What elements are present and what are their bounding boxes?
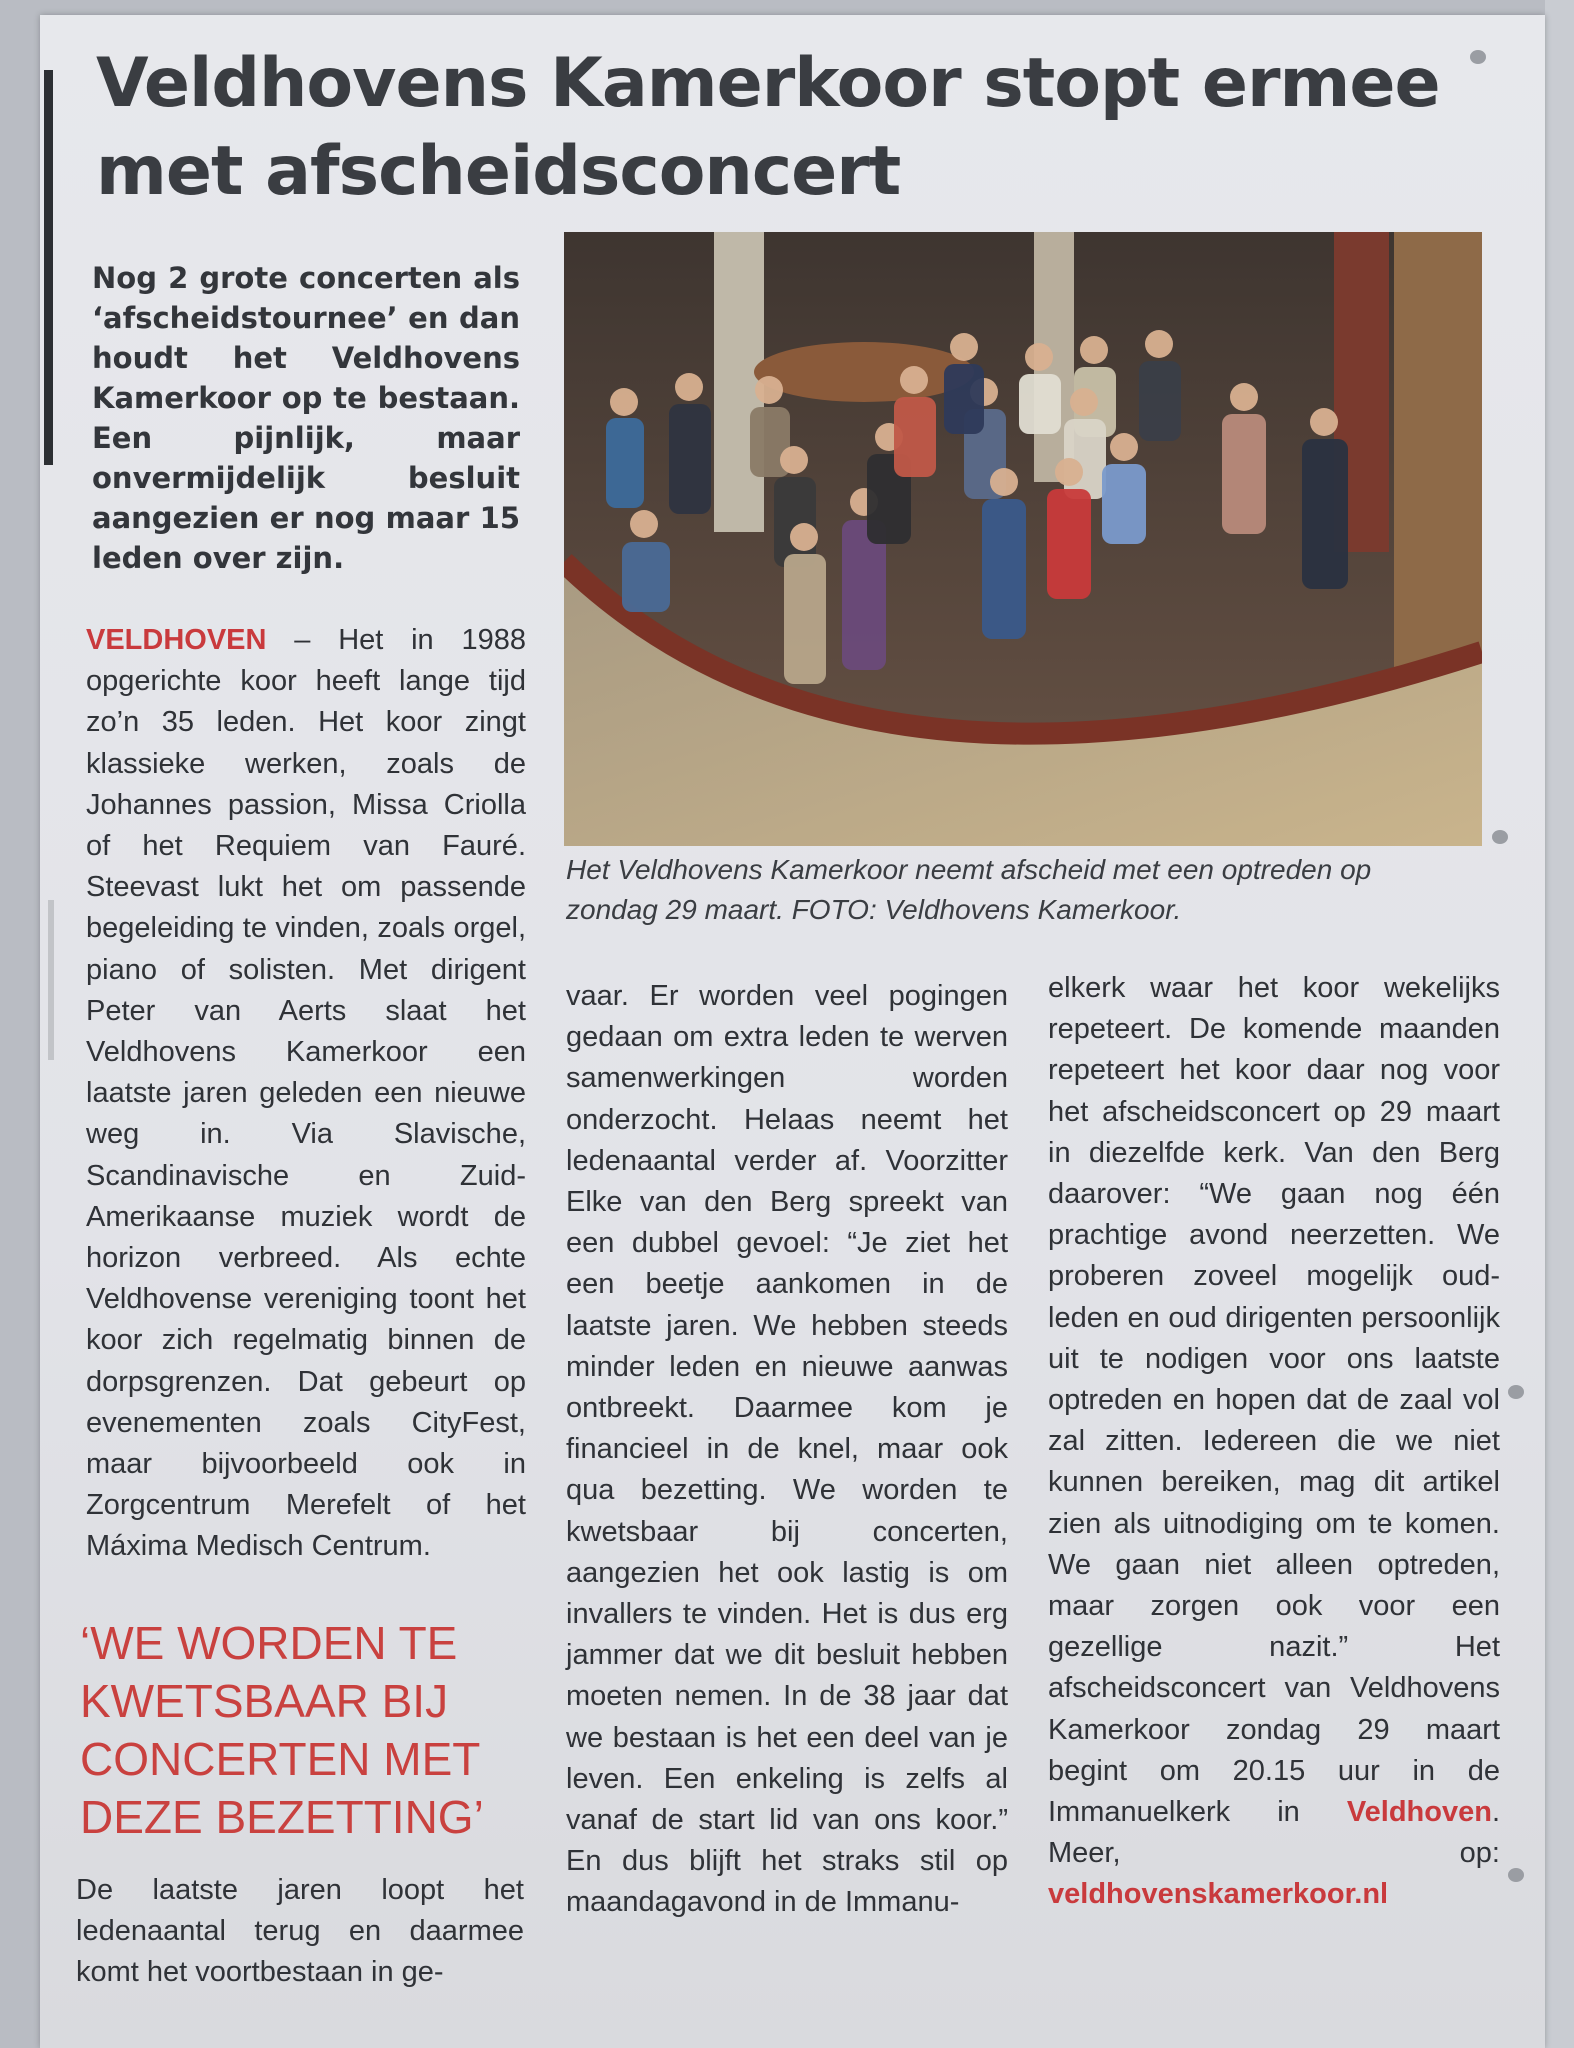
photo-caption: Het Veldhovens Kamerkoor neemt afscheid met een optreden op zondag 29 maart. FOTO: Veldhovens Kamerkoor. [566, 854, 1372, 925]
article-lead: Nog 2 grote concerten als ‘afscheidstournee’ en dan houdt het Veldhovens Kamerkoor op te bestaan. Een pijnlijk, maar onvermijdelijk besluit aangezien er nog maar 15 leden over zijn. [92, 261, 520, 575]
article-column-3 [1048, 968, 1500, 1916]
column-3-text: elkerk waar het koor wekelijks repeteert. De komende maanden repeteert het koor daar nog voor het afscheidsconcert op 29 maart in diezelfde kerk. Van den Berg daarover: “We gaan nog één prachtige avond neerzetten. We proberen zoveel mogelijk oud-leden en oud dirigenten persoonlijk uit te nodigen voor ons laatste optreden en hopen dat de zaal vol zal zitten. Iedereen die we niet kunnen bereiken, mag dit artikel zien als uitnodiging om te komen. We gaan niet alleen optreden, maar zorgen ook voor een gezellige nazit.” Het afscheidsconcert van Veldhovens Kamerkoor zondag 29 maart begint om 20.15 uur in de Immanuelkerk in [1048, 972, 1500, 1829]
article-column-1 [86, 620, 526, 1568]
pull-quote: ‘WE WORDEN TE KWETSBAAR BIJ CONCERTEN MET DEZE BEZETTING’ [80, 1617, 484, 1843]
wooden-table [754, 342, 974, 402]
choir-photo-illustration [564, 232, 1482, 846]
dateline: VELDHOVEN [86, 624, 267, 656]
punch-hole-top [1470, 50, 1486, 64]
scan-background-strip [1545, 0, 1574, 2048]
column-1-text: – Het in 1988 opgerichte koor heeft lange tijd zo’n 35 leden. Het koor zingt klassieke werken, zoals de Johannes passion, Missa Criolla of het Requiem van Fauré. Steevast lukt het om passende begeleiding te vinden, zoals orgel, piano of solisten. Met dirigent Peter van Aerts slaat het Veldhovens Kamerkoor een laatste jaren geleden een nieuwe weg in. Via Slavische, Scandinavische en Zuid-Amerikaanse muziek wordt de horizon verbreed. Als echte Veldhovense vereniging toont het koor zich regelmatig binnen de dorpsgrenzen. Dat gebeurt op evenementen zoals CityFest, maar bijvoorbeeld ook in Zorgcentrum Merefelt of het Máxima Medisch Centrum. [86, 624, 526, 1563]
website-link[interactable]: veldhovenskamerkoor.nl [1048, 1878, 1389, 1911]
article-column-1-continued: De laatste jaren loopt het ledenaantal terug en daarmee komt het voortbestaan in ge- [76, 1874, 524, 1989]
choir-photo [564, 232, 1482, 846]
punch-hole-bottom [1508, 1868, 1524, 1882]
pillar-left [714, 232, 764, 532]
punch-hole-middle [1492, 830, 1508, 844]
left-margin-bar [44, 70, 53, 465]
article-headline: Veldhovens Kamerkoor stopt ermee met afscheidsconcert [96, 44, 1440, 211]
place-highlight: Veldhoven [1346, 1796, 1492, 1829]
left-margin-mark [48, 900, 54, 1060]
article-column-2: vaar. Er worden veel pogingen gedaan om extra leden te werven samenwerkingen worden onderzocht. Helaas neemt het ledenaantal verder af. Voorzitter Elke van den Berg spreekt van een dubbel gevoel: “Je ziet het een beetje aankomen in de laatste jaren. We hebben steeds minder leden en nieuwe aanwas ontbreekt. Daarmee kom je financieel in de knel, maar ook qua bezetting. We worden te kwetsbaar bij concerten, aangezien het ook lastig is om invallers te vinden. Het is dus erg jammer dat we dit besluit hebben moeten nemen. In de 38 jaar dat we bestaan is het een deel van je leven. Een enkeling is zelfs al vanaf de start lid van ons koor.” En dus blijft het straks stil op maandagavond in de Immanu- [566, 980, 1008, 1919]
more-info-label: . Meer, op: [1048, 1796, 1500, 1870]
punch-hole-lower [1508, 1385, 1524, 1399]
